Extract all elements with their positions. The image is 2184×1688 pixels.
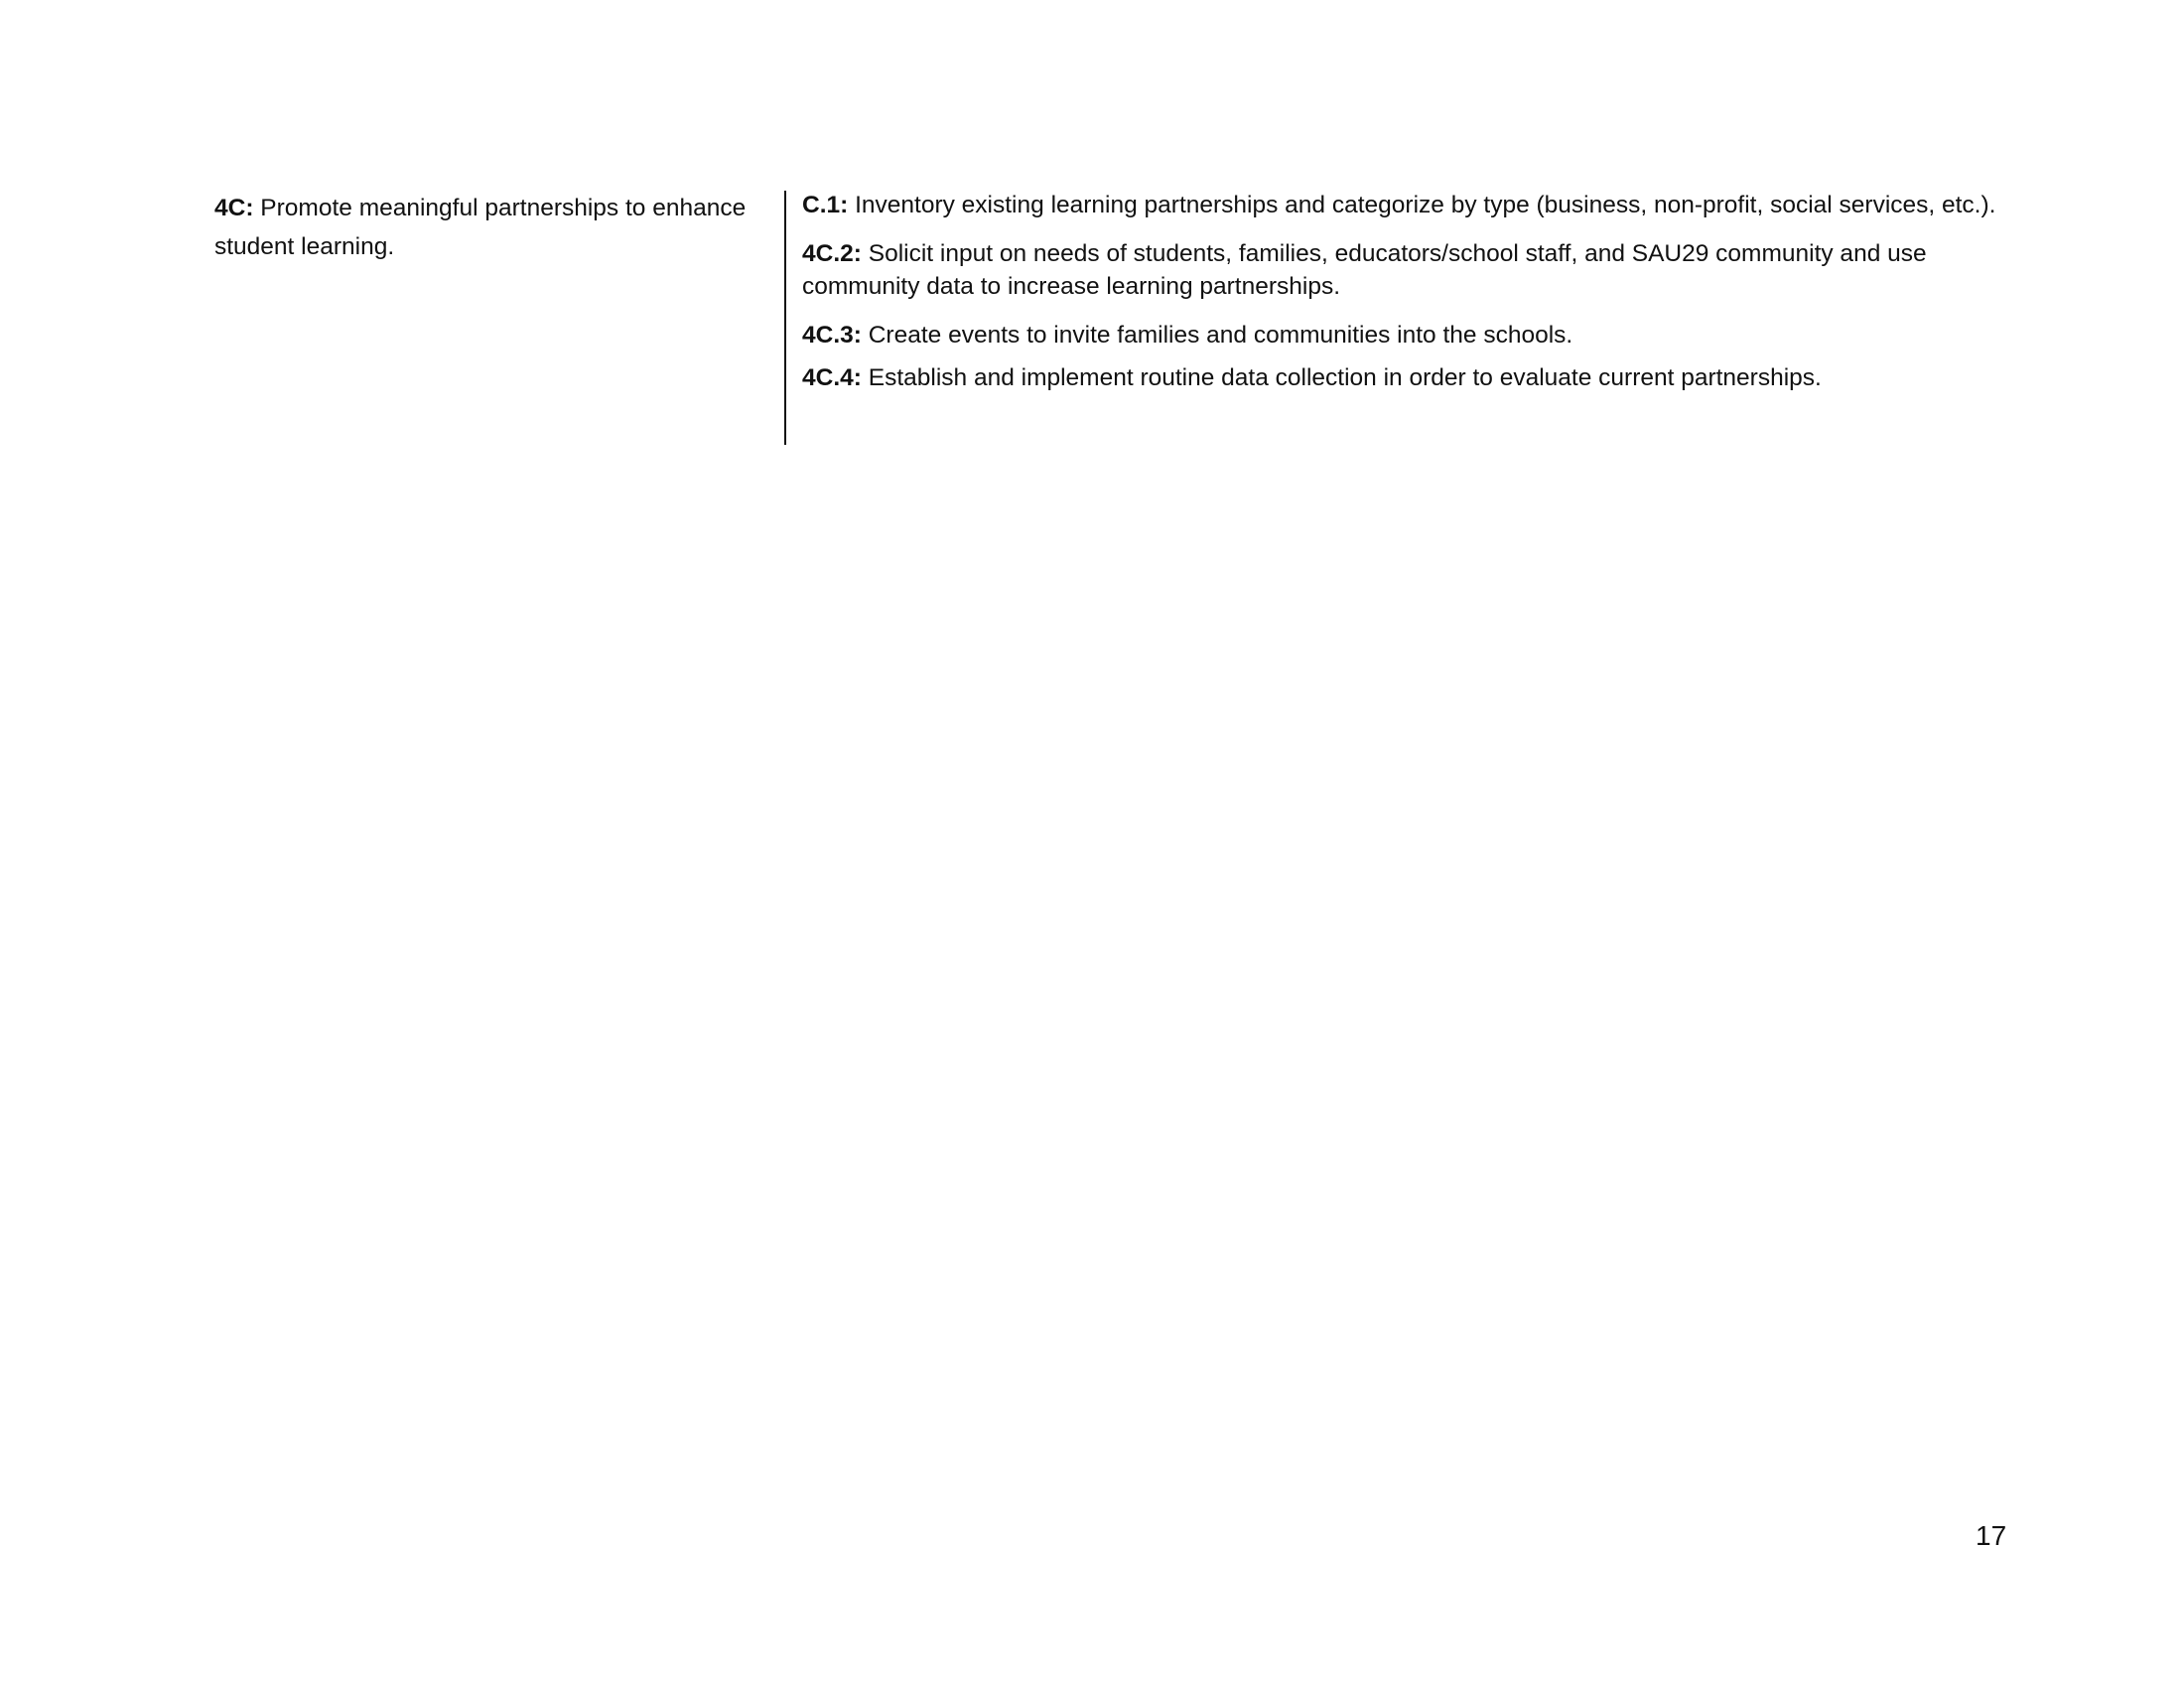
strategy-text: Inventory existing learning partnerships and categorize by type (business, non-profit, social services, etc.). (848, 192, 1996, 218)
goal-statement (214, 189, 782, 266)
goal-text: Promote meaningful partnerships to enhance student learning. (214, 195, 747, 260)
strategy-code: 4C.3: (802, 322, 862, 349)
strategy-item (802, 319, 2033, 352)
strategy-code: 4C.4: (802, 364, 862, 391)
strategy-code: 4C.2: (802, 240, 862, 267)
strategy-code: C.1: (802, 192, 849, 218)
strategy-item (802, 189, 2033, 221)
strategy-text: Create events to invite families and communities into the schools. (861, 322, 1573, 349)
goal-cell (214, 189, 782, 266)
page-number: 17 (1976, 1520, 2007, 1551)
strategy-item (802, 361, 2033, 394)
strategy-text: Solicit input on needs of students, families, educators/school staff, and SAU29 community and use community data to increase learning partnerships. (802, 240, 1927, 300)
strategies-cell (802, 189, 2033, 404)
strategy-item (802, 237, 2033, 303)
column-divider (784, 191, 786, 445)
goal-code: 4C: (214, 195, 254, 221)
strategy-text: Establish and implement routine data collection in order to evaluate current partnerships. (861, 364, 1822, 391)
